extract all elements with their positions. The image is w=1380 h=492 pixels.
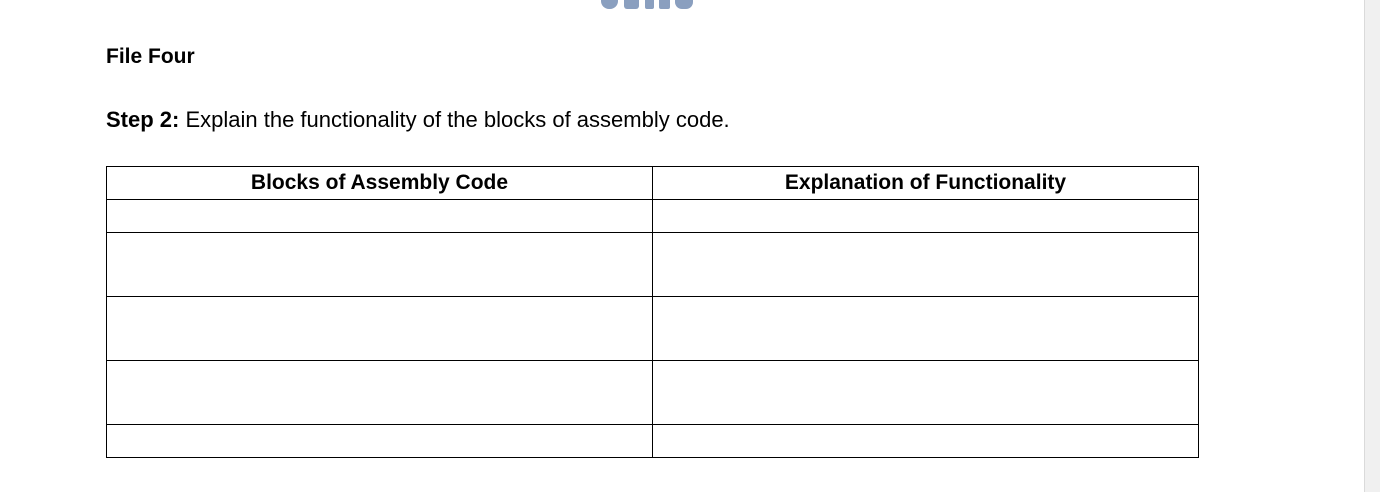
column-header-explanation: Explanation of Functionality — [653, 167, 1199, 200]
code-block-cell[interactable] — [107, 233, 653, 297]
table-row — [107, 297, 1199, 361]
table-row — [107, 425, 1199, 458]
explanation-cell[interactable] — [653, 425, 1199, 458]
table-row — [107, 361, 1199, 425]
watermark-fragment — [598, 0, 696, 10]
code-block-cell[interactable] — [107, 200, 653, 233]
table-row — [107, 233, 1199, 297]
step-label: Step 2: — [106, 107, 180, 132]
table-header-row — [107, 167, 1199, 200]
code-block-cell[interactable] — [107, 361, 653, 425]
column-header-blocks: Blocks of Assembly Code — [107, 167, 653, 200]
file-heading: File Four — [106, 45, 195, 68]
watermark-shape — [598, 0, 696, 10]
code-block-cell[interactable] — [107, 297, 653, 361]
table-row — [107, 200, 1199, 233]
code-block-cell[interactable] — [107, 425, 653, 458]
step-text: Explain the functionality of the blocks of assembly code. — [179, 107, 730, 132]
assembly-code-table — [106, 166, 1199, 458]
explanation-cell[interactable] — [653, 361, 1199, 425]
explanation-cell[interactable] — [653, 233, 1199, 297]
step-instruction — [106, 106, 730, 134]
explanation-cell[interactable] — [653, 200, 1199, 233]
explanation-cell[interactable] — [653, 297, 1199, 361]
vertical-scrollbar[interactable] — [1364, 0, 1380, 492]
